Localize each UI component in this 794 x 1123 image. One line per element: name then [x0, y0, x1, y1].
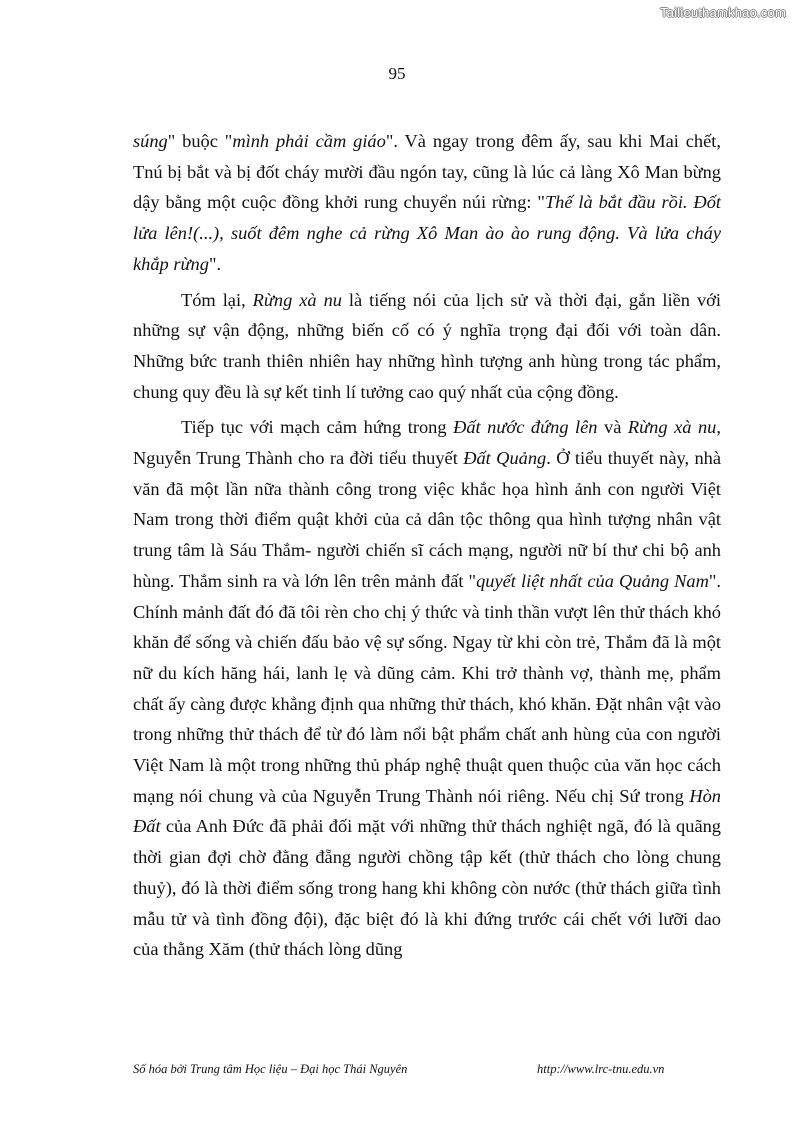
text-run: . Ở tiểu thuyết này, nhà văn đã một lần nữa thành công trong việc khắc họa hình ảnh con người Việt Nam trong thời điểm quật khởi của cả dân tộc thông qua hình tượng nhân vật trung tâm là Sáu Thắm- người chiến sĩ cách mạng, người nữ bí thư chi bộ anh hùng. Thắm sinh ra và lớn lên trên mảnh đất " — [133, 448, 722, 591]
text-run: " buộc " — [167, 131, 233, 151]
text-run: Đất nước đứng lên — [453, 417, 598, 438]
text-run: ". — [208, 253, 222, 274]
text-run: là tiếng nói của lịch sử và thời đại, gắn liền với những sự vận động, những biến cố có ý nghĩa trọng đại đối với toàn dân. Những bức tranh thiên nhiên hay những hình tượng anh hùng trong tác phẩm, chung quy đều là sự kết tinh lí tưởng cao quý nhất của cộng đồng. — [133, 289, 721, 402]
page-number: 95 — [388, 64, 406, 83]
footer-url: http://www.lrc-tnu.edu.vn — [537, 1062, 665, 1076]
text-run: Rừng xà nu — [627, 417, 717, 438]
watermark: Tailieuthamkhao.com — [660, 5, 786, 20]
text-run: Rừng xà nu — [252, 289, 342, 310]
paragraph-summary — [133, 285, 721, 408]
document-body — [133, 126, 721, 970]
text-run: Thế là bắt đầu rồi. Đốt lửa lên!(...), suốt đêm nghe cả rừng Xô Man ào ào rung động. Và lửa cháy khắp rừng — [133, 192, 721, 274]
text-run: và — [597, 417, 628, 438]
text-run: Đất Quảng — [463, 448, 547, 469]
paragraph-continuation — [133, 126, 721, 280]
text-run: Tiếp tục với mạch cảm hứng trong — [181, 417, 454, 438]
text-run: Tóm lại, — [181, 289, 253, 310]
paragraph-dat-quang — [133, 412, 721, 965]
text-run: quyết liệt nhất của Quảng Nam — [476, 570, 709, 591]
text-run: Hòn Đất — [133, 785, 721, 837]
text-run: ". Chính mảnh đất đó đã tôi rèn cho chị ý thức và tinh thần vượt lên thử thách khó khăn để sống và chiến đấu bảo vệ sự sống. Ngay từ khi còn trẻ, Thắm đã là một nữ du kích hăng hái, lanh lẹ và dũng cảm. Khi trở thành vợ, thành mẹ, phẩm chất ấy càng được khẳng định qua những thử thách, khó khăn. Đặt nhân vật vào trong những thử thách để từ đó làm nổi bật phẩm chất anh hùng của con người Việt Nam là một trong những thủ pháp nghệ thuật quen thuộc của văn học cách mạng nói chung và của Nguyễn Trung Thành nói riêng. Nếu chị Sứ trong — [133, 570, 721, 806]
text-run: , Nguyễn Trung Thành cho ra đời tiểu thuyết — [133, 417, 721, 469]
text-run: của Anh Đức đã phải đối mặt với những thử thách nghiệt ngã, đó là quãng thời gian đợi chờ đằng đẵng người chồng tập kết (thử thách cho lòng chung thuỷ), đó là thời điểm sống trong hang khi không còn nước (thử thách giữa tình mẫu tử và tình đồng đội), đặc biệt đó là khi đứng trước cái chết với lưỡi dao của thằng Xăm (thử thách lòng dũng — [133, 816, 721, 960]
text-run: mình phải cầm giáo — [232, 131, 386, 151]
text-run: ". Và ngay trong đêm ấy, sau khi Mai chết, Tnú bị bắt và bị đốt cháy mười đầu ngón tay, cũng là lúc cả làng Xô Man bừng dậy bằng một cuộc đồng khởi rung chuyển núi rừng: " — [133, 131, 721, 213]
text-run: súng — [133, 131, 168, 151]
footer-source: Số hóa bởi Trung tâm Học liệu – Đại học Thái Nguyên — [133, 1062, 408, 1076]
